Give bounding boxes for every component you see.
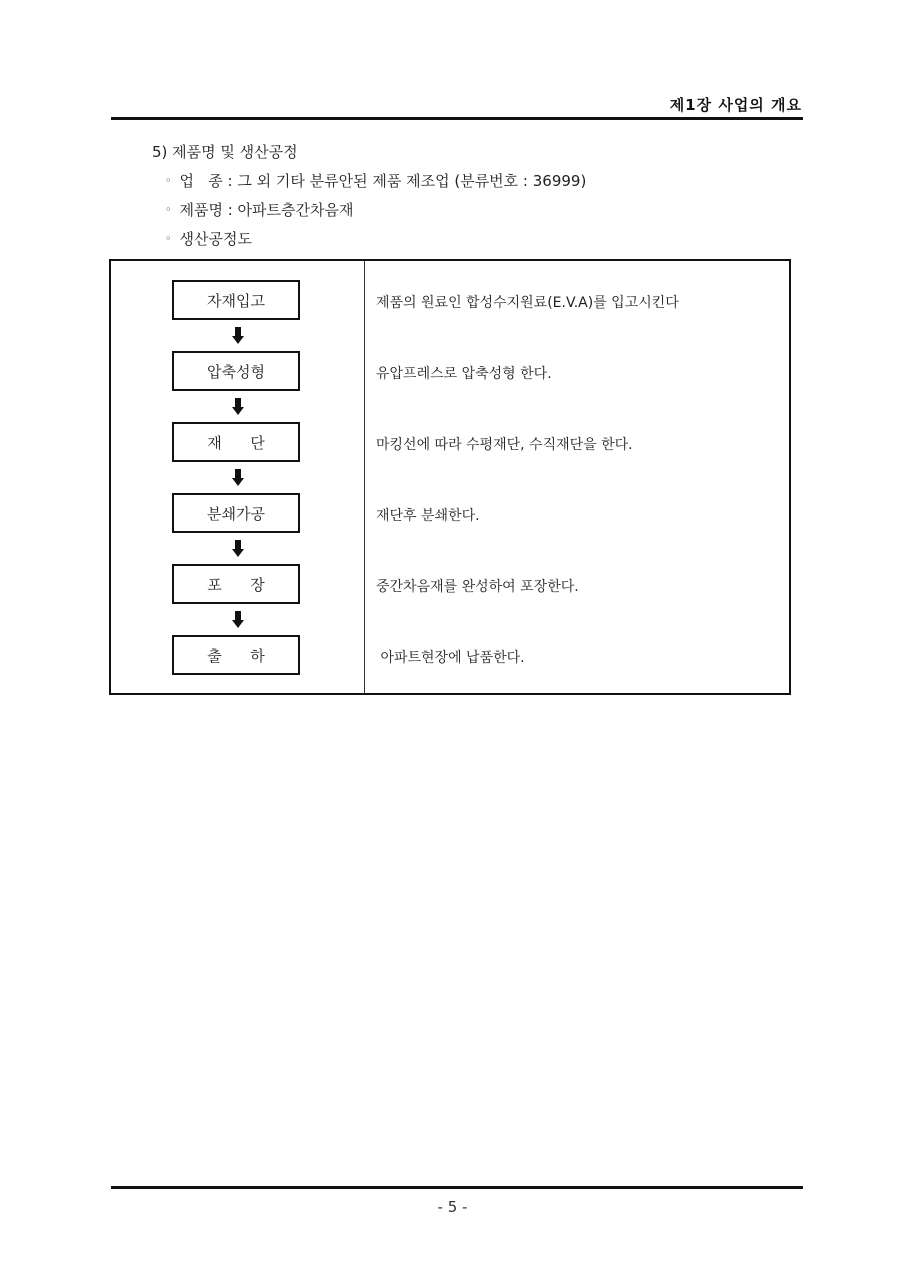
step-description: 마킹선에 따라 수평재단, 수직재단을 한다. — [376, 437, 633, 453]
step-box-material-receiving: 자재입고 — [172, 280, 300, 320]
step-box-packaging: 포 장 — [172, 564, 300, 604]
bullet-text: 제품명 : 아파트층간차음재 — [179, 201, 354, 219]
step-box-crushing: 분쇄가공 — [172, 493, 300, 533]
bullet-marker: ◦ — [165, 232, 172, 245]
arrow-down-icon — [232, 327, 244, 345]
step-description: 중간차음재를 완성하여 포장한다. — [376, 579, 579, 595]
arrow-down-icon — [232, 540, 244, 558]
bullet-text: 생산공정도 — [179, 230, 252, 248]
bullet-marker: ◦ — [165, 174, 172, 187]
arrow-down-icon — [232, 398, 244, 416]
page-number: - 5 - — [437, 1198, 468, 1216]
header-rule — [111, 117, 803, 120]
bullet-process-diagram — [165, 228, 252, 249]
step-description: 아파트현장에 납품한다. — [376, 650, 525, 666]
step-description: 유압프레스로 압축성형 한다. — [376, 366, 552, 382]
process-flow-table — [109, 259, 791, 695]
step-description: 제품의 원료인 합성수지원료(E.V.A)를 입고시킨다 — [376, 295, 679, 311]
chapter-title: 제1장 사업의 개요 — [669, 96, 802, 114]
arrow-down-icon — [232, 469, 244, 487]
column-divider — [364, 261, 365, 693]
bullet-text: 업 종 : 그 외 기타 분류안된 제품 제조업 (분류번호 : 36999) — [179, 172, 587, 190]
footer-rule — [111, 1186, 803, 1189]
bullet-product-name — [165, 199, 353, 220]
arrow-down-icon — [232, 611, 244, 629]
step-box-compression-molding: 압축성형 — [172, 351, 300, 391]
bullet-industry — [165, 170, 586, 191]
section-heading: 5) 제품명 및 생산공정 — [152, 143, 298, 161]
step-box-shipping: 출 하 — [172, 635, 300, 675]
step-description: 재단후 분쇄한다. — [376, 508, 480, 524]
bullet-marker: ◦ — [165, 203, 172, 216]
step-box-cutting: 재 단 — [172, 422, 300, 462]
